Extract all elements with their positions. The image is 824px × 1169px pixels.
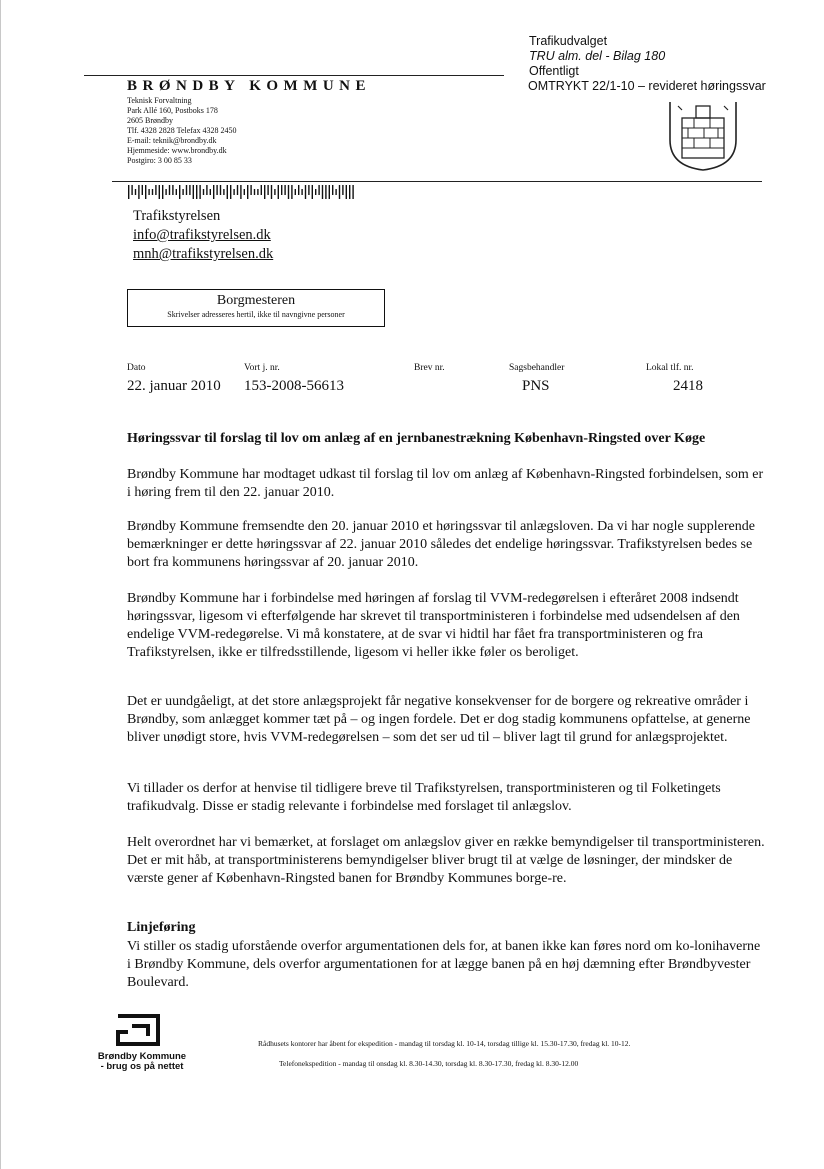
logo-caption-line-1: Brøndby Kommune xyxy=(97,1051,187,1062)
barcode-bar xyxy=(339,185,340,199)
org-name: BRØNDBY KOMMUNE xyxy=(127,78,372,94)
recipient-block xyxy=(133,207,273,264)
brondby-logo-icon xyxy=(114,1012,164,1048)
barcode-bar xyxy=(295,189,296,195)
stamp-line-2: TRU alm. del - Bilag 180 xyxy=(529,49,666,63)
barcode-bar xyxy=(335,189,336,195)
date-label: Dato xyxy=(127,363,146,373)
barcode-bar xyxy=(352,185,353,199)
barcode-bar xyxy=(176,189,177,195)
postal-barcode xyxy=(127,184,357,200)
barcode-bar xyxy=(186,185,187,195)
org-detail-line: 2605 Brøndby xyxy=(127,116,173,125)
logo-caption xyxy=(87,1052,197,1072)
logo-caption-line-2: - brug os på nettet xyxy=(100,1061,184,1072)
barcode-bar xyxy=(193,185,194,199)
barcode-bar xyxy=(254,189,255,195)
barcode-bar xyxy=(220,185,221,195)
barcode-bar xyxy=(227,185,228,199)
addressee-subtitle: Skrivelser adresseres hertil, ikke til navngivne personer xyxy=(167,310,345,319)
barcode-bar xyxy=(216,185,217,195)
ref-value: 153-2008-56613 xyxy=(244,378,344,394)
barcode-bar xyxy=(172,185,173,195)
barcode-bar xyxy=(223,189,224,195)
barcode-bar xyxy=(305,185,306,199)
barcode-bar xyxy=(244,189,245,195)
barcode-bar xyxy=(257,189,258,195)
barcode-bar xyxy=(250,185,251,195)
barcode-bar xyxy=(329,185,330,199)
barcode-bar xyxy=(155,185,156,195)
barcode-bar xyxy=(203,189,204,195)
paragraph-2: Brøndby Kommune fremsendte den 20. januar 2010 et høringssvar til anlægsloven. Da vi har nogle supplerende bemærkninger er dette høringssvar af 22. januar 2010 således det endelige høringssvar. Trafikstyrelsen bedes se bort fra kommunens høringssvar af 20. januar 2010. xyxy=(127,519,755,570)
case-officer-label: Sagsbehandler xyxy=(509,363,565,373)
recipient-email-info[interactable]: info@trafikstyrelsen.dk xyxy=(133,227,271,243)
barcode-bar xyxy=(148,189,149,195)
barcode-bar xyxy=(128,185,129,199)
header-rule-top xyxy=(84,75,504,76)
org-detail-line: Tlf. 4328 2828 Telefax 4328 2450 xyxy=(127,126,237,135)
barcode-bar xyxy=(210,189,211,195)
org-detail-line: Park Allé 160, Postboks 178 xyxy=(127,106,218,115)
barcode-bar xyxy=(138,185,139,199)
barcode-bar xyxy=(165,189,166,195)
paragraph-5: Vi tillader os derfor at henvise til tidligere breve til Trafikstyrelsen, transportministeren og til Folketingets trafikudvalg. Disse er stadig relevante i forbindelse med forslaget til anlægslov. xyxy=(127,781,721,814)
barcode-bar xyxy=(288,185,289,199)
header-rule-bottom xyxy=(112,181,762,182)
letter-heading: Høringssvar til forslag til lov om anlæg af en jernbanestrækning København-Ringsted over Køge xyxy=(127,431,706,446)
addressee-box xyxy=(127,289,385,327)
barcode-bar xyxy=(278,185,279,199)
barcode-bar xyxy=(318,185,319,195)
barcode-bar xyxy=(135,189,136,195)
ref-label: Vort j. nr. xyxy=(244,363,280,373)
paragraph-4: Det er uundgåeligt, at det store anlægsprojekt får negative konsekvenser for de borgere og rekreative områder i Brøndby, som anlægget kommer tæt på – og ingen fordele. Det er dog stadig kommunens opfattelse, at generne bliver unødigt store, hvis VVM-redegørelsen – som det ser ud til – bliver lagt til grund for anlægsprojektet. xyxy=(127,694,751,745)
barcode-bar xyxy=(325,185,326,199)
org-detail-line: Teknisk Forvaltning xyxy=(127,96,192,105)
barcode-bar xyxy=(298,185,299,195)
barcode-bar xyxy=(206,185,207,195)
section-heading-linjeforing: Linjeføring xyxy=(127,920,196,935)
barcode-bar xyxy=(274,189,275,195)
stamp-line-1: Trafikudvalget xyxy=(529,34,608,48)
barcode-bar xyxy=(281,185,282,195)
stamp-line-3: Offentligt xyxy=(529,64,579,78)
footer-opening-hours: Rådhusets kontorer har åbent for ekspedition - mandag til torsdag kl. 10-14, torsdag tillige kl. 15.30-17.30, fredag kl. 10-12. xyxy=(258,1039,631,1048)
barcode-bar xyxy=(142,185,143,195)
filing-stamp xyxy=(529,34,766,94)
barcode-bar xyxy=(284,185,285,195)
barcode-bar xyxy=(267,185,268,195)
paragraph-1: Brøndby Kommune har modtaget udkast til forslag til lov om anlæg af København-Ringsted forbindelsen, som er i høring frem til den 22. januar 2010. xyxy=(127,467,764,500)
barcode-bar xyxy=(152,189,153,195)
org-detail-line: E-mail: teknik@brondby.dk xyxy=(127,136,217,145)
barcode-bar xyxy=(237,185,238,195)
paragraph-3: Brøndby Kommune har i forbindelse med høringen af forslag til VVM-redegørelsen i efteråret 2008 indsendt høringssvar, ligesom vi efterfølgende har skrevet til transportministeren i forbindelse med udsendelsen af den endelige VVM-redegørelse. Vi må konstatere, at de svar vi hidtil har fået fra transportministeren og fra Trafikstyrelsen, ikke er tilfredsstillende, ligesom vi heller ikke føler os beroliget. xyxy=(127,591,740,660)
barcode-bar xyxy=(315,189,316,195)
barcode-bar xyxy=(308,185,309,195)
barcode-bar xyxy=(349,185,350,199)
addressee-title: Borgmesteren xyxy=(216,293,296,308)
barcode-bar xyxy=(322,185,323,199)
scan-margin-line xyxy=(0,0,1,1169)
barcode-bar xyxy=(271,185,272,199)
barcode-bar xyxy=(213,185,214,199)
footer-phone-hours: Telefonekspedition - mandag til onsdag kl. 8.30-14.30, torsdag kl. 8.30-17.30, fredag kl. 8.30-12.00 xyxy=(279,1059,579,1068)
barcode-bar xyxy=(261,185,262,195)
phone-ext-label: Lokal tlf. nr. xyxy=(646,363,694,373)
org-detail-line: Hjemmeside: www.brondby.dk xyxy=(127,146,227,155)
barcode-bar xyxy=(240,185,241,199)
org-detail-line: Postgiro: 3 00 85 33 xyxy=(127,156,192,165)
barcode-bar xyxy=(342,185,343,195)
barcode-bar xyxy=(182,189,183,195)
paragraph-6: Helt overordnet har vi bemærket, at forslaget om anlægslov giver en række bemyndigelser til transportministeren. Det er mit håb, at transportministerens bemyndigelser bliver brugt til at vælge de løsninger, der mindsker de værste gener af København-Ringsted banen for Brøndby Kommunes borge-re. xyxy=(127,835,765,886)
date-value: 22. januar 2010 xyxy=(127,378,221,394)
barcode-bar xyxy=(346,185,347,199)
barcode-bar xyxy=(159,185,160,199)
recipient-name: Trafikstyrelsen xyxy=(133,208,221,224)
barcode-bar xyxy=(145,185,146,199)
barcode-bar xyxy=(179,185,180,199)
barcode-bar xyxy=(247,185,248,199)
barcode-bar xyxy=(230,185,231,199)
barcode-bar xyxy=(169,185,170,195)
barcode-bar xyxy=(199,185,200,199)
case-officer-value: PNS xyxy=(522,378,550,394)
phone-ext-value: 2418 xyxy=(673,378,703,394)
barcode-bar xyxy=(312,185,313,199)
barcode-bar xyxy=(189,185,190,195)
letter-no-label: Brev nr. xyxy=(414,363,445,373)
coat-of-arms-seal xyxy=(664,100,742,172)
recipient-email-mnh[interactable]: mnh@trafikstyrelsen.dk xyxy=(133,246,274,262)
barcode-bar xyxy=(264,185,265,199)
paragraph-7: Vi stiller os stadig uforstående overfor argumentationen dels for, at banen ikke kan føres nord om ko-lonihaverne i Brøndby Kommune, dels overfor argumentationen for at lægge banen på en høj dæmning efter Brøndbyvester Boulevard. xyxy=(127,939,761,990)
barcode-bar xyxy=(131,185,132,195)
barcode-bar xyxy=(291,185,292,199)
barcode-bar xyxy=(233,189,234,195)
barcode-bar xyxy=(162,185,163,199)
barcode-bar xyxy=(332,185,333,195)
barcode-bar xyxy=(196,185,197,199)
stamp-line-4: OMTRYKT 22/1-10 – revideret høringssvar xyxy=(528,79,766,93)
barcode-bar xyxy=(301,189,302,195)
org-details xyxy=(127,96,237,166)
